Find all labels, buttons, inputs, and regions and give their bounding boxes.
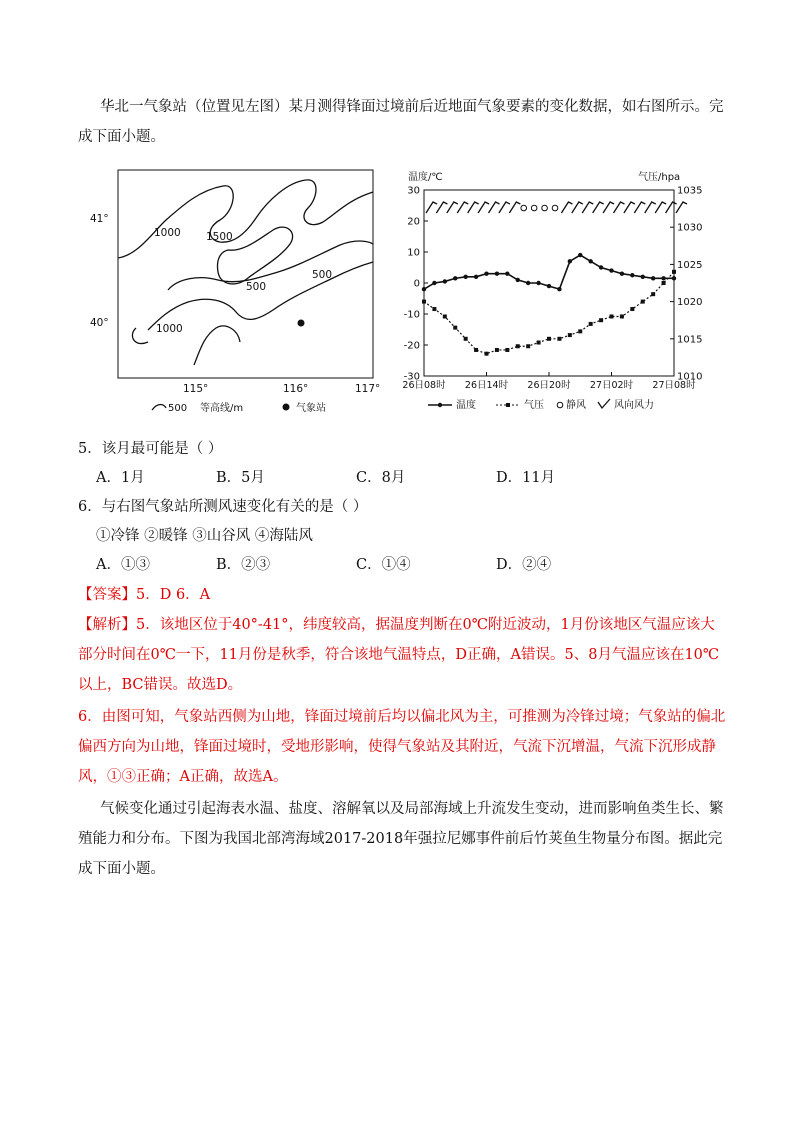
map-frame [118,170,373,378]
q6-option-d[interactable]: D．②④ [496,557,552,573]
y-right-tick-label: 1025 [677,259,703,271]
temperature-point [505,272,509,276]
contour-label: 1000 [156,323,183,335]
legend-station-text: 气象站 [296,403,326,414]
legend-temperature-label: 温度 [456,400,476,411]
temperature-point [578,253,582,257]
q6-options [96,550,716,580]
map-lat-label: 40° [90,317,109,329]
temperature-point [526,281,530,285]
temperature-point [599,265,603,269]
pressure-point [589,322,593,326]
temperature-point [463,275,467,279]
contour-line [194,326,240,365]
legend-contour-value: 500 [168,403,188,414]
wind-barb-symbol [457,202,468,213]
station-dot [298,320,305,327]
temperature-point [557,287,561,291]
x-tick-label: 26日14时 [464,380,509,391]
wind-barb-symbol [655,202,666,213]
q6-items: ①冷锋 ②暖锋 ③山谷风 ④海陆风 [96,528,313,544]
wind-barb-symbol [499,202,510,213]
contour-line [148,262,373,330]
temperature-point [620,272,624,276]
wind-barb-symbol [468,202,479,213]
wind-barb-symbol [561,202,572,213]
pressure-point [526,344,530,348]
wind-barb-symbol [614,202,625,213]
temperature-point [536,281,540,285]
contour-label: 1500 [206,231,233,243]
pressure-point [630,307,634,311]
legend-wind-icon [598,399,610,408]
q6-option-b[interactable]: B．②③ [216,557,271,573]
wind-barb-symbol [436,202,447,213]
x-tick-label: 27日02时 [589,380,634,391]
wind-barb-symbol [478,202,489,213]
topographic-map [90,160,381,420]
wind-barb-symbol [572,202,583,213]
contour-line [168,241,373,290]
temperature-point [641,275,645,279]
contour-label: 1000 [154,227,181,239]
pressure-point [495,348,499,352]
pressure-point [422,300,426,304]
plot-frame [424,190,674,376]
y-right-tick-label: 1035 [677,185,703,197]
q5-option-d[interactable]: D．11月 [496,470,556,486]
calm-wind-symbol [531,205,537,211]
temperature-point [630,273,634,277]
legend-contour-symbol [152,405,166,411]
legend-pressure-label: 气压 [524,400,544,411]
y-left-tick-label: -30 [403,371,420,383]
q6-option-c[interactable]: C．①④ [356,557,411,573]
y-left-tick-label: 0 [413,278,420,290]
wind-barb-symbol [645,202,656,213]
wind-barb-symbol [666,202,677,213]
y-left-axis-label: 温度/℃ [408,172,443,183]
wind-barb-symbol [624,202,635,213]
temperature-point [568,259,572,263]
y-left-tick-label: -10 [403,309,420,321]
pressure-point [505,348,509,352]
weather-chart [398,168,703,418]
pressure-point [485,352,489,356]
temperature-point [443,279,447,283]
pressure-point [599,318,603,322]
pressure-point [578,329,582,333]
legend-wind-label: 风向风力 [614,400,654,411]
pressure-point [432,307,436,311]
pressure-point [516,344,520,348]
pressure-point [464,337,468,341]
pressure-point [547,337,551,341]
y-right-axis-label: 气压/hpa [638,172,681,183]
contour-label: 500 [246,281,267,293]
map-lon-label: 117° [355,383,381,395]
pressure-point [557,337,561,341]
y-left-tick-label: 20 [407,216,420,228]
legend-calm-icon [557,402,563,408]
temperature-point [609,268,613,272]
temperature-point [661,276,665,280]
legend-calm-label: 静风 [566,400,586,411]
contour-label: 500 [312,269,333,281]
legend-temperature-marker [438,403,442,407]
temperature-point [651,276,655,280]
temperature-point [422,287,426,291]
y-right-tick-label: 1020 [677,297,703,309]
temperature-point [672,276,676,280]
temperature-point [495,272,499,276]
pressure-point [641,300,645,304]
y-right-tick-label: 1030 [677,222,703,234]
pressure-point [474,348,478,352]
wind-barb-symbol [447,202,458,213]
q5-option-c[interactable]: C．8月 [356,470,406,486]
pressure-point [568,333,572,337]
analysis-q5: 【解析】5．该地区位于40°-41°，纬度较高，据温度判断在0℃附近波动，1月份该地区气温应该大部分时间在0℃一下，11月份是秋季，符合该地气温特点，D正确，A错误。5、8月气温应该在10℃以上，BC错误。故选D。 [78,617,720,693]
temperature-point [516,278,520,282]
x-tick-label: 26日20时 [527,380,571,391]
pressure-point [672,270,676,274]
q5-stem: 5．该月最可能是（ ） [78,441,223,457]
x-tick-label: 27日08时 [652,380,696,391]
wind-barb-symbol [593,202,604,213]
temperature-point [453,276,457,280]
wind-barb-symbol [489,202,500,213]
temperature-point [474,275,478,279]
legend-station-dot [283,404,290,411]
pressure-point [620,314,624,318]
temperature-point [547,284,551,288]
pressure-point [537,341,541,345]
y-left-tick-label: 30 [407,185,420,197]
y-right-tick-label: 1010 [677,371,703,383]
y-left-tick-label: -20 [403,340,420,352]
q6-stem: 6．与右图气象站所测风速变化有关的是（ ） [78,499,368,515]
wind-barb-symbol [582,202,593,213]
q5-options [96,463,716,493]
map-lon-label: 115° [183,383,209,395]
temperature-point [432,281,436,285]
pressure-point [651,292,655,296]
temperature-point [484,272,488,276]
pressure-point [453,326,457,330]
wind-barb-symbol [634,202,645,213]
calm-wind-symbol [552,205,558,211]
legend-pressure-marker [506,403,510,407]
legend-contour-text: 等高线/m [200,403,244,414]
contour-line [132,328,148,344]
pressure-point [443,314,447,318]
intro-paragraph-2: 气候变化通过引起海表水温、盐度、溶解氧以及局部海域上升流发生变动，进而影响鱼类生长、繁殖能力和分布。下图为我国北部湾海域2017-2018年强拉尼娜事件前后竹荚鱼生物量分布图。据此完成下面小题。 [78,801,724,877]
pressure-point [662,281,666,285]
wind-barb-symbol [426,202,437,213]
temperature-point [588,259,592,263]
calm-wind-symbol [542,205,548,211]
calm-wind-symbol [521,205,527,211]
map-lon-label: 116° [283,383,309,395]
x-tick-label: 26日08时 [402,380,446,391]
wind-barb-symbol [603,202,614,213]
analysis-q6: 6．由图可知，气象站西侧为山地，锋面过境前后均以偏北风为主，可推测为冷锋过境；气象站的偏北偏西方向为山地，锋面过境时，受地形影响，使得气象站及其附近，气流下沉增温，气流下沉形成静风，①③正确；A正确，故选A。 [78,709,726,785]
q6-option-a[interactable]: A．①③ [96,557,150,573]
y-left-tick-label: 10 [407,247,420,259]
map-lat-label: 41° [90,213,109,225]
y-right-tick-label: 1015 [677,334,703,346]
q5-option-a[interactable]: A．1月 [96,470,145,486]
pressure-point [610,314,614,318]
wind-barb-symbol [676,202,687,213]
intro-paragraph: 华北一气象站（位置见左图）某月测得锋面过境前后近地面气象要素的变化数据，如右图所示。完成下面小题。 [78,99,724,145]
answer-line: 【答案】5．D 6．A [78,587,211,603]
wind-barb-symbol [509,202,520,213]
q5-option-b[interactable]: B．5月 [216,470,265,486]
